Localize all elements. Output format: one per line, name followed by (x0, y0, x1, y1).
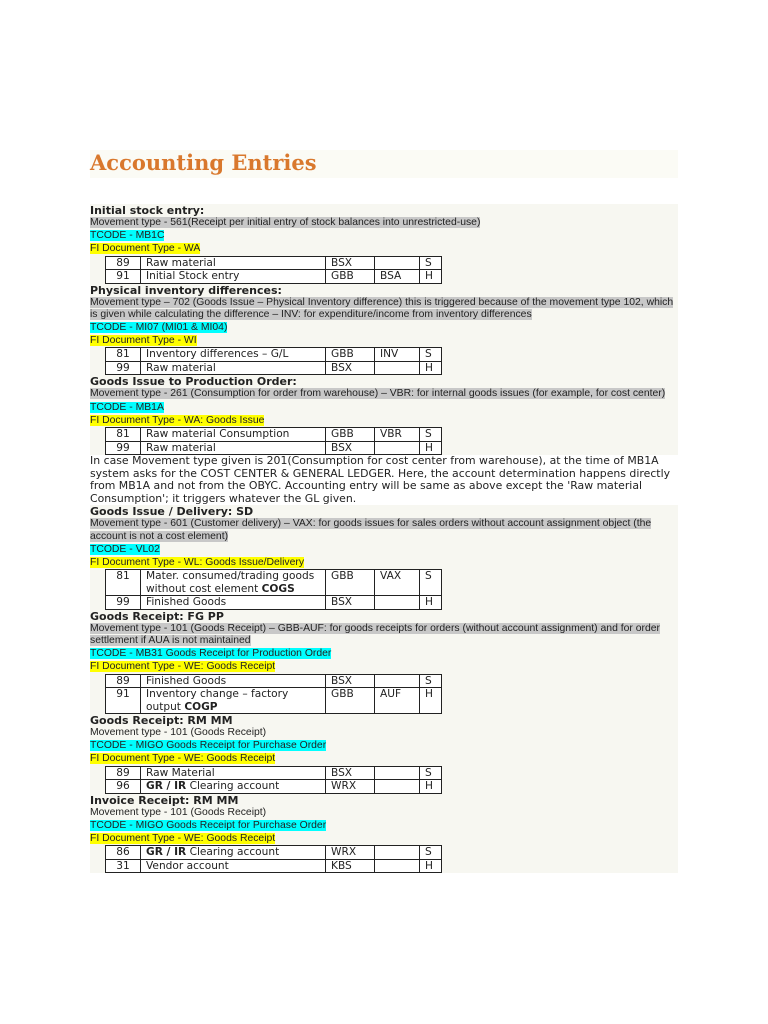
modifier-cell (375, 780, 420, 794)
posting-key-cell: 81 (106, 428, 141, 442)
transaction-key-cell: KBS (326, 859, 375, 873)
fi-document-type-text: FI Document Type - WE: Goods Receipt (90, 833, 276, 845)
modifier-cell (375, 859, 420, 873)
account-text: Raw material (146, 256, 216, 269)
account-cell (141, 270, 326, 284)
section (90, 610, 678, 714)
transaction-key-cell: BSX (326, 361, 375, 375)
movement-type (90, 807, 678, 819)
movement-type (90, 518, 678, 542)
table-row (106, 780, 442, 794)
posting-key-cell: 96 (106, 780, 141, 794)
transaction-key-cell: GBB (326, 688, 375, 714)
fi-document-type (90, 414, 678, 427)
account-text: Vendor account (146, 859, 229, 872)
fi-document-type (90, 242, 678, 255)
movement-type-text: Movement type - 261 (Consumption for order from warehouse) – VBR: for internal goods issues (for example, for cost center) (90, 388, 666, 400)
table-row (106, 674, 442, 688)
account-bold-suffix: COGS (261, 582, 295, 595)
section-heading: Invoice Receipt: RM MM (90, 793, 239, 807)
tcode-text: TCODE - MB1C (90, 230, 165, 242)
modifier-cell: INV (375, 348, 420, 362)
section (90, 794, 678, 874)
transaction-key-cell: GBB (326, 348, 375, 362)
account-text: Finished Goods (146, 596, 227, 609)
section (90, 204, 678, 284)
posting-key-cell: 81 (106, 348, 141, 362)
modifier-cell (375, 596, 420, 610)
account-text: Raw Material (146, 766, 215, 779)
account-cell (141, 846, 326, 860)
modifier-cell (375, 846, 420, 860)
modifier-cell: BSA (375, 270, 420, 284)
fi-document-type-text: FI Document Type - WA: Goods Issue (90, 414, 265, 426)
posting-key-cell: 99 (106, 441, 141, 455)
tcode-text: TCODE - MIGO Goods Receipt for Purchase Order (90, 819, 327, 831)
movement-type (90, 727, 678, 739)
tcode (90, 321, 678, 334)
table-row (106, 428, 442, 442)
tcode (90, 543, 678, 556)
modifier-cell: AUF (375, 688, 420, 714)
section-heading: Goods Receipt: FG PP (90, 609, 224, 623)
transaction-key-cell: GBB (326, 570, 375, 596)
debit-credit-cell: H (420, 859, 442, 873)
explanatory-note: In case Movement type given is 201(Consumption for cost center from warehouse), at the time of MB1A system asks for the COST CENTER & GENERAL LEDGER. Here, the account determination happens directly from MB1A and not from the OBYC. Accounting entry will be same as above except the 'Raw material Consumption'; it triggers whatever the GL given. (90, 454, 671, 505)
modifier-cell (375, 441, 420, 455)
posting-key-cell: 89 (106, 256, 141, 270)
tcode-text: TCODE - MB1A (90, 401, 164, 413)
fi-document-type (90, 334, 678, 347)
debit-credit-cell: H (420, 688, 442, 714)
table-row (106, 766, 442, 780)
movement-type (90, 297, 678, 321)
account-text: Raw material Consumption (146, 428, 290, 441)
fi-document-type (90, 832, 678, 845)
posting-table (105, 845, 442, 873)
table-row (106, 348, 442, 362)
account-cell (141, 859, 326, 873)
account-cell (141, 441, 326, 455)
fi-document-type-text: FI Document Type - WL: Goods Issue/Delivery (90, 557, 305, 569)
movement-type-text: Movement type – 702 (Goods Issue – Physical Inventory difference) this is triggered because of the movement type 102, which is given while calculating the difference – INV: for expenditure/income from inventory differences (90, 296, 674, 320)
posting-key-cell: 91 (106, 688, 141, 714)
table-row (106, 361, 442, 375)
account-text: Finished Goods (146, 674, 227, 687)
tcode-text: TCODE - MB31 Goods Receipt for Production Order (90, 648, 332, 660)
fi-document-type (90, 660, 678, 673)
account-text: Mater. consumed/trading goods without cost element (146, 570, 315, 595)
debit-credit-cell: H (420, 270, 442, 284)
posting-table (105, 427, 442, 455)
transaction-key-cell: GBB (326, 270, 375, 284)
movement-type-text: Movement type - 101 (Goods Receipt) (90, 727, 267, 739)
transaction-key-cell: BSX (326, 596, 375, 610)
account-cell (141, 596, 326, 610)
account-cell (141, 428, 326, 442)
section (90, 375, 678, 455)
posting-table (105, 766, 442, 794)
movement-type (90, 623, 678, 647)
posting-table (105, 674, 442, 715)
account-text: Clearing account (186, 846, 280, 859)
table-row (106, 256, 442, 270)
section (90, 284, 678, 376)
posting-key-cell: 99 (106, 596, 141, 610)
tcode (90, 229, 678, 242)
transaction-key-cell: WRX (326, 846, 375, 860)
document-body (90, 204, 678, 873)
account-bold-prefix: GR / IR (146, 846, 187, 859)
account-cell (141, 780, 326, 794)
posting-table (105, 569, 442, 610)
tcode (90, 647, 678, 660)
debit-credit-cell: H (420, 596, 442, 610)
tcode (90, 819, 678, 832)
fi-document-type-text: FI Document Type - WE: Goods Receipt (90, 661, 276, 673)
tcode-text: TCODE - VL02 (90, 543, 160, 555)
fi-document-type (90, 556, 678, 569)
modifier-cell (375, 256, 420, 270)
section-heading: Initial stock entry: (90, 204, 205, 217)
section-heading: Physical inventory differences: (90, 283, 282, 297)
table-row (106, 688, 442, 714)
posting-key-cell: 89 (106, 674, 141, 688)
debit-credit-cell: H (420, 780, 442, 794)
movement-type-text: Movement type - 601 (Customer delivery) – VAX: for goods issues for sales orders without account assignment object (the account is not a cost element) (90, 518, 652, 542)
posting-table (105, 256, 442, 284)
section-heading: Goods Receipt: RM MM (90, 714, 233, 728)
tcode (90, 401, 678, 414)
debit-credit-cell: S (420, 766, 442, 780)
transaction-key-cell: WRX (326, 780, 375, 794)
fi-document-type-text: FI Document Type - WA (90, 243, 201, 255)
movement-type-text: Movement type - 561(Receipt per initial entry of stock balances into unrestricted-use) (90, 217, 481, 228)
account-cell (141, 674, 326, 688)
posting-key-cell: 31 (106, 859, 141, 873)
table-row (106, 270, 442, 284)
transaction-key-cell: BSX (326, 766, 375, 780)
debit-credit-cell: S (420, 674, 442, 688)
table-row (106, 441, 442, 455)
modifier-cell (375, 766, 420, 780)
section (90, 505, 678, 609)
posting-key-cell: 81 (106, 570, 141, 596)
posting-key-cell: 91 (106, 270, 141, 284)
tcode-text: TCODE - MIGO Goods Receipt for Purchase Order (90, 740, 327, 752)
table-row (106, 859, 442, 873)
debit-credit-cell: S (420, 846, 442, 860)
account-cell (141, 766, 326, 780)
debit-credit-cell: S (420, 348, 442, 362)
transaction-key-cell: BSX (326, 674, 375, 688)
account-cell (141, 688, 326, 714)
posting-table (105, 347, 442, 375)
movement-type (90, 217, 678, 229)
modifier-cell: VAX (375, 570, 420, 596)
account-bold-prefix: GR / IR (146, 780, 187, 793)
debit-credit-cell: S (420, 256, 442, 270)
posting-key-cell: 86 (106, 846, 141, 860)
debit-credit-cell: H (420, 361, 442, 375)
fi-document-type-text: FI Document Type - WE: Goods Receipt (90, 753, 276, 765)
account-text: Clearing account (186, 780, 280, 793)
account-cell (141, 361, 326, 375)
movement-type-text: Movement type - 101 (Goods Receipt) (90, 806, 267, 818)
section-heading: Goods Issue / Delivery: SD (90, 505, 254, 519)
table-row (106, 596, 442, 610)
account-cell (141, 570, 326, 596)
account-cell (141, 348, 326, 362)
posting-key-cell: 99 (106, 361, 141, 375)
table-row (106, 570, 442, 596)
page-title: Accounting Entries (90, 150, 317, 175)
account-text: Inventory differences – G/L (146, 348, 289, 361)
modifier-cell: VBR (375, 428, 420, 442)
account-text: Initial Stock entry (146, 270, 240, 283)
movement-type (90, 388, 678, 400)
modifier-cell (375, 361, 420, 375)
account-bold-suffix: COGP (184, 700, 218, 713)
table-row (106, 846, 442, 860)
posting-key-cell: 89 (106, 766, 141, 780)
debit-credit-cell: H (420, 441, 442, 455)
modifier-cell (375, 674, 420, 688)
fi-document-type-text: FI Document Type - WI (90, 335, 197, 347)
section-heading: Goods Issue to Production Order: (90, 375, 297, 389)
account-text: Raw material (146, 441, 216, 454)
transaction-key-cell: BSX (326, 441, 375, 455)
movement-type-text: Movement type - 101 (Goods Receipt) – GBB-AUF: for goods receipts for orders (without account assignment) and for order settlement if AUA is not maintained (90, 622, 661, 646)
fi-document-type (90, 752, 678, 765)
account-cell (141, 256, 326, 270)
transaction-key-cell: GBB (326, 428, 375, 442)
account-text: Raw material (146, 361, 216, 374)
debit-credit-cell: S (420, 428, 442, 442)
section (90, 714, 678, 794)
account-text: Inventory change – factory output (146, 688, 289, 713)
debit-credit-cell: S (420, 570, 442, 596)
tcode (90, 739, 678, 752)
tcode-text: TCODE - MI07 (MI01 & MI04) (90, 322, 228, 334)
transaction-key-cell: BSX (326, 256, 375, 270)
